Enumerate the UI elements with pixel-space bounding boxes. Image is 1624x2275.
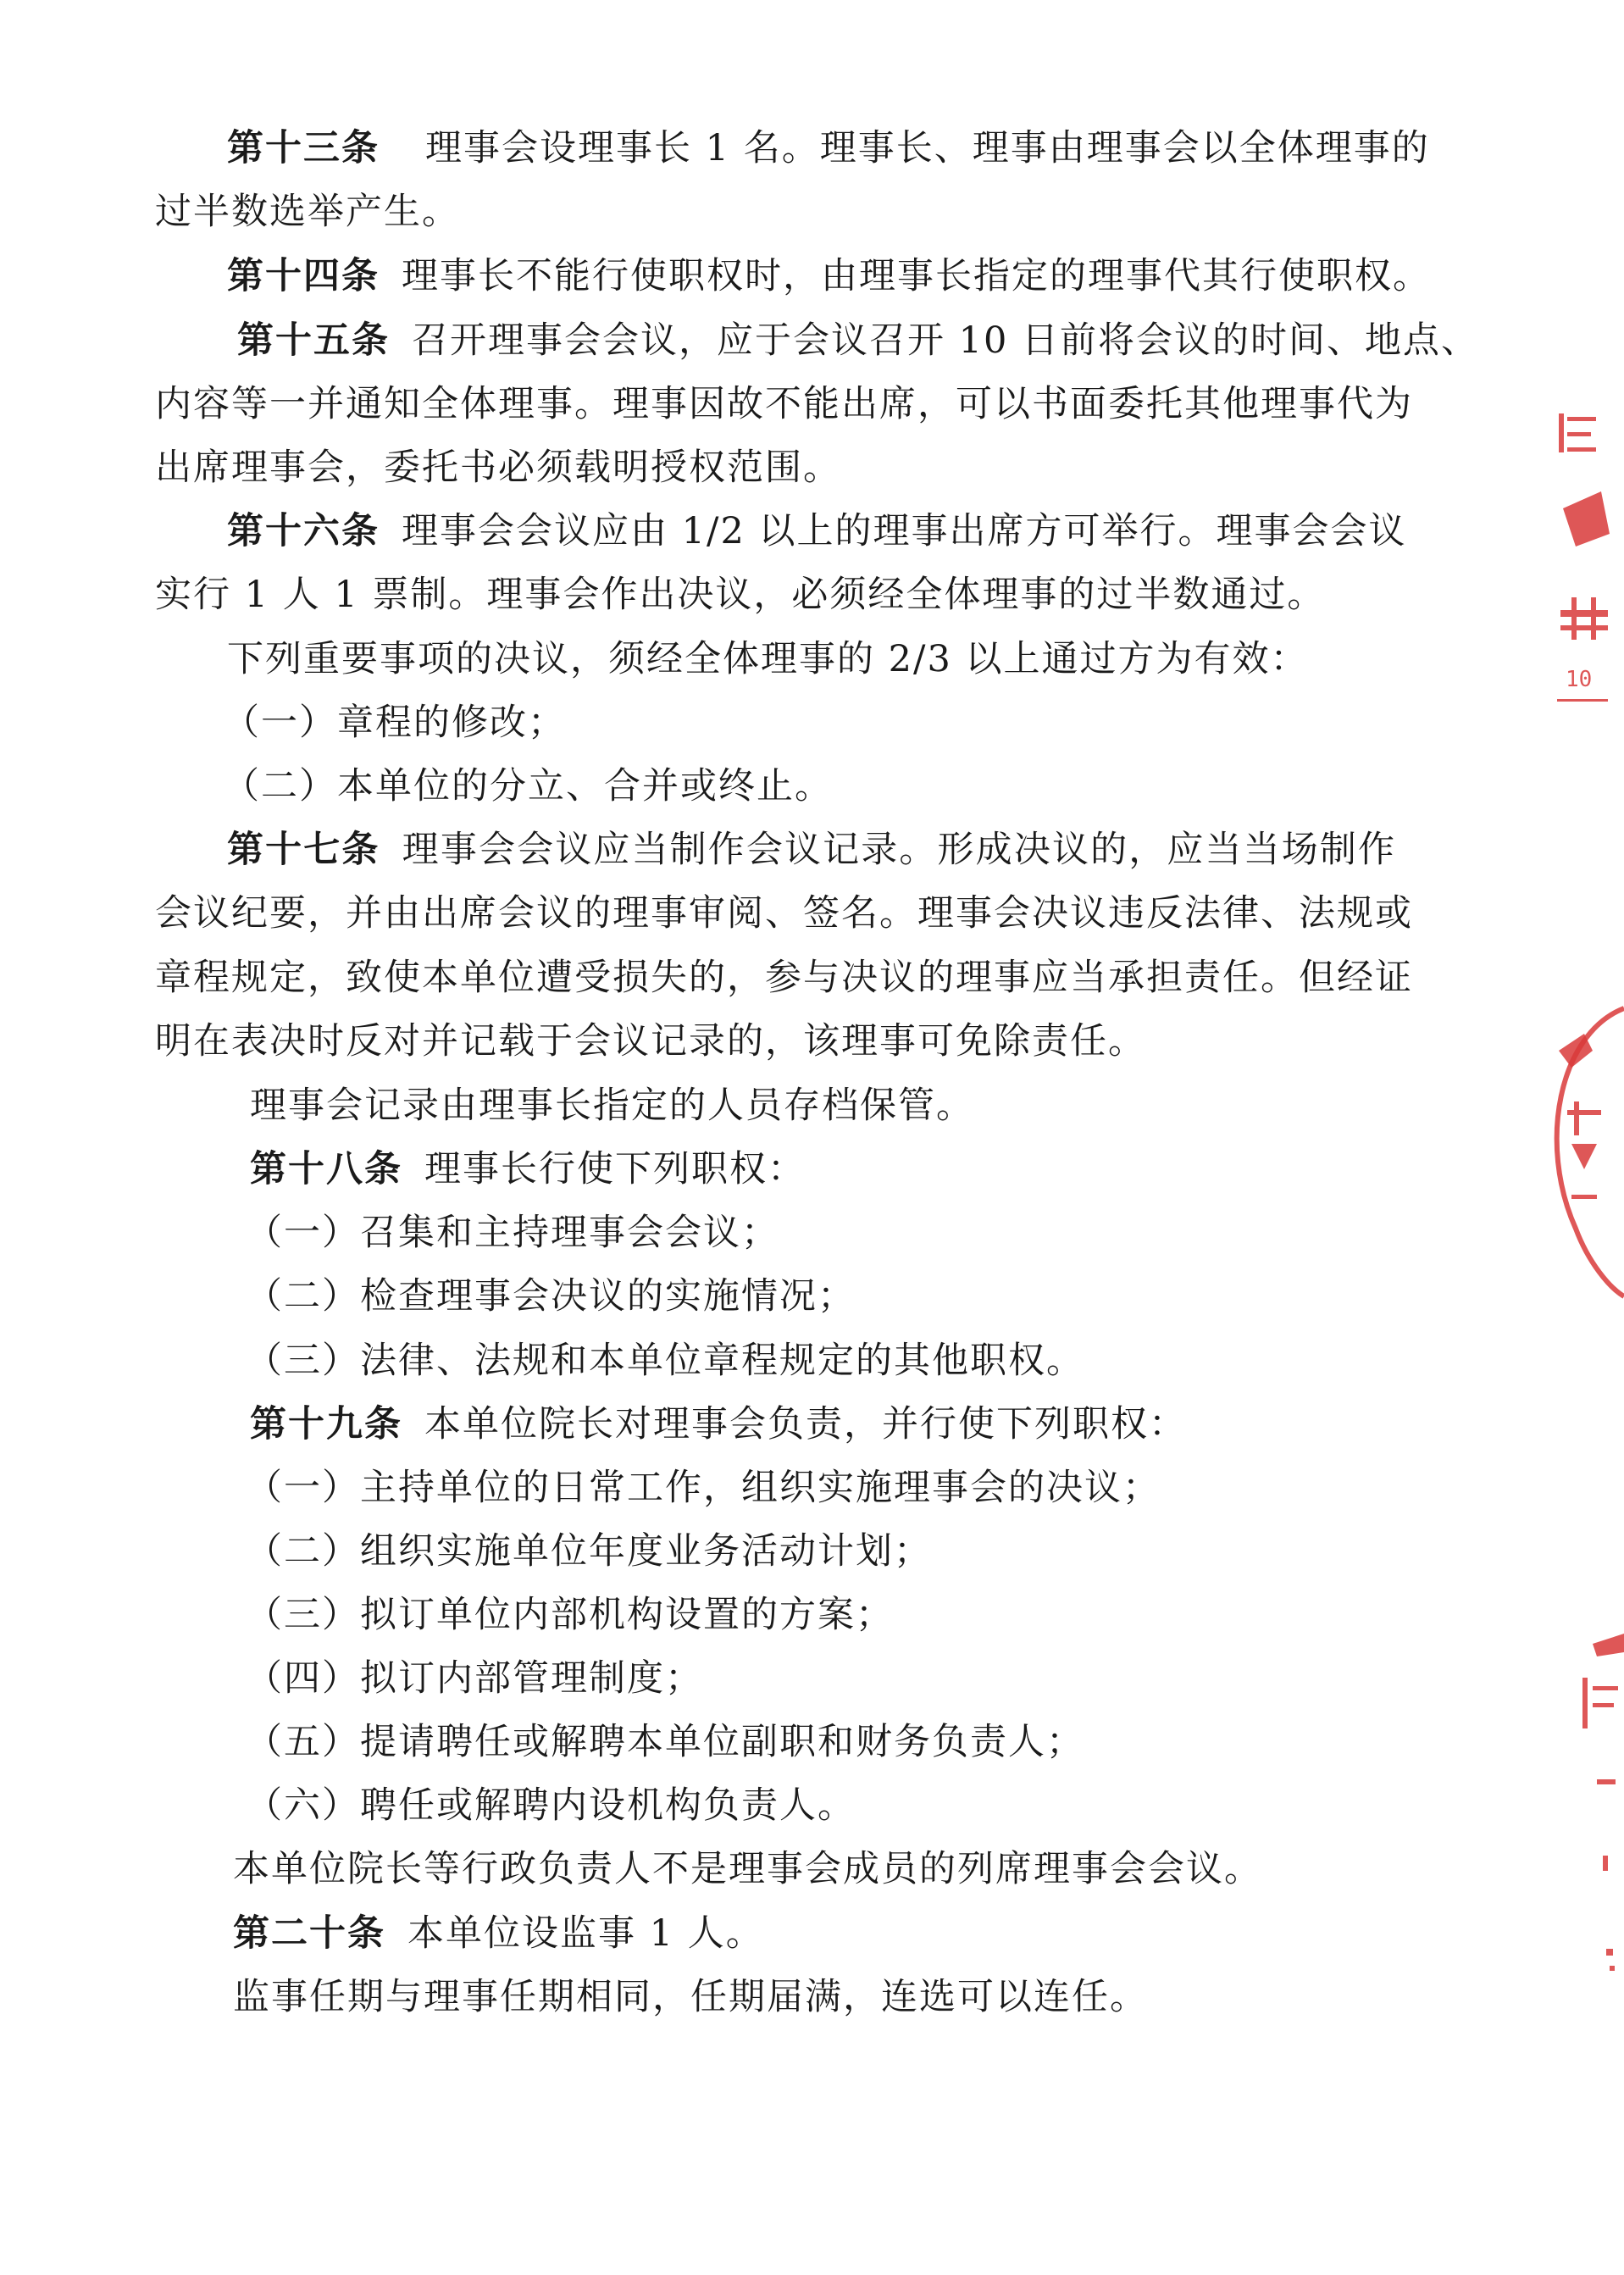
article-14-heading: 第十四条 <box>227 255 380 297</box>
article-16-item-1: （一）章程的修改； <box>223 702 566 744</box>
article-19-item-3: （三）拟订单位内部机构设置的方案； <box>246 1594 894 1636</box>
article-20-heading: 第二十条 <box>233 1912 385 1955</box>
article-14-text: 理事长不能行使职权时，由理事长指定的理事代其行使职权。 <box>402 255 1431 297</box>
article-17-line-5: 理事会记录由理事长指定的人员存档保管。 <box>250 1085 974 1127</box>
article-15-heading: 第十五条 <box>237 319 390 362</box>
seal-fragment-bottom <box>1559 1610 1624 2000</box>
seal-fragment-top <box>1542 398 1624 737</box>
article-17-line-3: 章程规定，致使本单位遭受损失的，参与决议的理事应当承担责任。但经证 <box>155 957 1413 999</box>
article-16-line-1 <box>227 506 1407 557</box>
article-14-line-1 <box>227 251 1431 302</box>
article-13-line-1 <box>227 123 1430 174</box>
article-18-heading: 第十八条 <box>250 1148 402 1190</box>
article-20-line-2: 监事任期与理事任期相同，任期届满，连选可以连任。 <box>233 1976 1148 2018</box>
article-15-line-1 <box>237 315 1480 366</box>
article-19-text: 本单位院长对理事会负责，并行使下列职权： <box>424 1403 1187 1445</box>
article-16-heading: 第十六条 <box>227 510 380 552</box>
article-13-line-2: 过半数选举产生。 <box>155 191 460 233</box>
article-19-item-5: （五）提请聘任或解聘本单位副职和财务负责人； <box>246 1721 1084 1763</box>
article-15-line-3: 出席理事会，委托书必须载明授权范围。 <box>155 447 841 489</box>
article-17-line-1 <box>227 824 1396 875</box>
article-18-item-3: （三）法律、法规和本单位章程规定的其他职权。 <box>246 1340 1084 1382</box>
article-16-text: 理事会会议应由 1/2 以上的理事出席方可举行。理事会会议 <box>402 510 1407 552</box>
article-18-line-1 <box>250 1144 806 1195</box>
article-17-text: 理事会会议应当制作会议记录。形成决议的，应当当场制作 <box>402 829 1397 871</box>
article-16-item-2: （二）本单位的分立、合并或终止。 <box>223 765 833 807</box>
article-19-heading: 第十九条 <box>250 1403 402 1445</box>
article-13-heading: 第十三条 <box>227 127 380 169</box>
article-15-text: 召开理事会会议，应于会议召开 10 日前将会议的时间、地点、 <box>412 319 1480 362</box>
article-19-item-1: （一）主持单位的日常工作，组织实施理事会的决议； <box>246 1467 1161 1509</box>
article-19-closing: 本单位院长等行政负责人不是理事会成员的列席理事会会议。 <box>233 1848 1262 1890</box>
article-13-text: 理事会设理事长 1 名。理事长、理事由理事会以全体理事的 <box>425 127 1430 169</box>
article-18-item-2: （二）检查理事会决议的实施情况； <box>246 1275 856 1318</box>
article-18-text: 理事长行使下列职权： <box>424 1148 806 1190</box>
article-19-line-1 <box>250 1399 1187 1450</box>
article-17-line-4: 明在表决时反对并记载于会议记录的，该理事可免除责任。 <box>155 1020 1146 1063</box>
article-16-line-3: 下列重要事项的决议，须经全体理事的 2/3 以上通过方为有效： <box>227 638 1309 680</box>
seal-fragment-middle <box>1525 974 1624 1330</box>
article-16-line-2: 实行 1 人 1 票制。理事会作出决议，必须经全体理事的过半数通过。 <box>155 574 1326 616</box>
article-20-text: 本单位设监事 1 人。 <box>407 1912 764 1955</box>
svg-text:10: 10 <box>1566 667 1593 692</box>
article-19-item-2: （二）组织实施单位年度业务活动计划； <box>246 1530 932 1573</box>
article-18-item-1: （一）召集和主持理事会会议； <box>246 1212 779 1254</box>
article-15-line-2: 内容等一并通知全体理事。理事因故不能出席，可以书面委托其他理事代为 <box>155 383 1413 425</box>
article-17-line-2: 会议纪要，并由出席会议的理事审阅、签名。理事会决议违反法律、法规或 <box>155 892 1413 935</box>
article-19-item-4: （四）拟订内部管理制度； <box>246 1657 703 1700</box>
article-17-heading: 第十七条 <box>227 829 380 871</box>
article-20-line-1 <box>233 1908 764 1959</box>
article-19-item-6: （六）聘任或解聘内设机构负责人。 <box>246 1784 856 1827</box>
